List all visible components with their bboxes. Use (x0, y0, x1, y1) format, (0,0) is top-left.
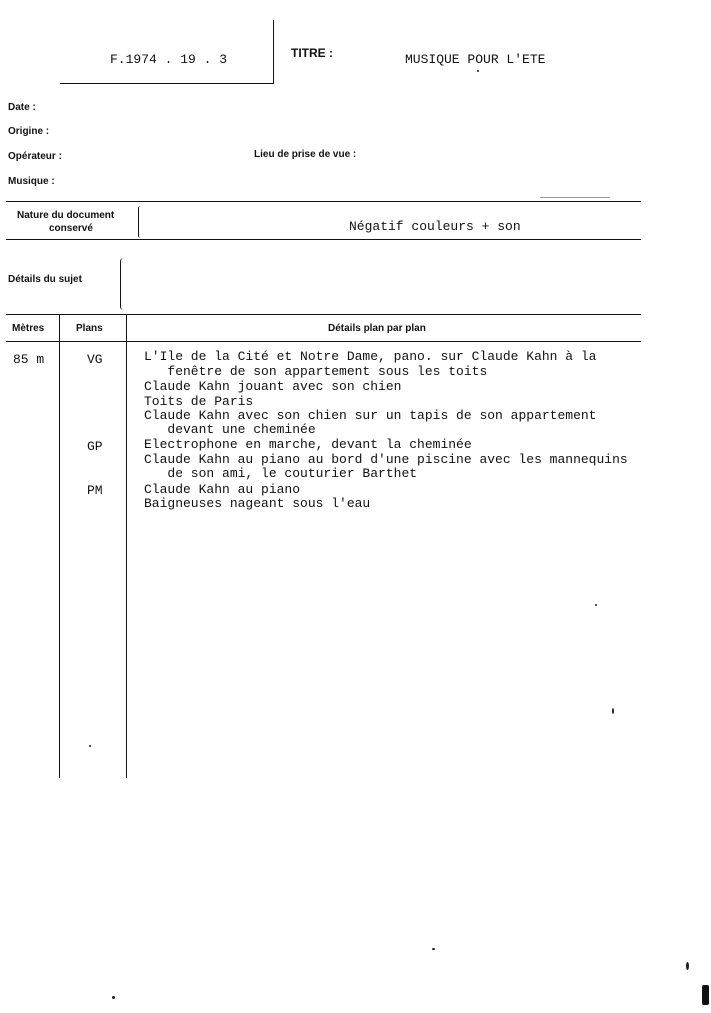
scan-speck (612, 708, 614, 714)
scan-speck (595, 604, 597, 606)
reference-number: F.1974 . 19 . 3 (110, 52, 228, 67)
printer-mark (540, 197, 610, 198)
details-brace (120, 258, 127, 310)
scan-speck (112, 996, 115, 999)
nature-label-line1: Nature du document (17, 210, 115, 221)
detail-line: fenêtre de son appartement sous les toits (144, 364, 488, 379)
nature-brace (138, 206, 143, 238)
scan-speck (89, 745, 91, 747)
nature-top-rule (6, 201, 641, 202)
origine-label: Origine : (8, 126, 50, 137)
detail-line: Claude Kahn au piano (144, 482, 301, 497)
nature-bottom-rule (6, 239, 641, 240)
plan-vg: VG (87, 352, 103, 367)
detail-line: Baigneuses nageant sous l'eau (144, 496, 371, 511)
detail-line: Claude Kahn au piano au bord d'une piscine avec les mannequins (144, 452, 628, 467)
scan-speck (477, 70, 479, 72)
col-metres-header: Mètres (12, 323, 45, 334)
plan-pm: PM (87, 483, 103, 498)
header-underline (60, 83, 274, 84)
table-top-rule (6, 314, 641, 315)
lieu-label: Lieu de prise de vue : (254, 149, 357, 160)
operateur-label: Opérateur : (8, 151, 62, 162)
titre-value: MUSIQUE POUR L'ETE (405, 52, 546, 67)
scan-speck (432, 948, 435, 950)
detail-line: Claude Kahn avec son chien sur un tapis de son appartement (144, 408, 597, 423)
header-divider (273, 20, 274, 83)
detail-line: Toits de Paris (144, 394, 254, 409)
detail-line: devant une cheminée (144, 422, 316, 437)
nature-label-line2: conservé (49, 223, 93, 234)
metres-value: 85 m (13, 352, 45, 367)
detail-line: Electrophone en marche, devant la cheminée (144, 437, 472, 452)
scan-edge-mark (702, 985, 709, 1005)
details-sujet-label: Détails du sujet (8, 274, 82, 285)
col-plans-header: Plans (76, 323, 103, 334)
table-col-rule-2 (126, 314, 127, 778)
detail-line: L'Ile de la Cité et Notre Dame, pano. sur Claude Kahn à la (144, 349, 597, 364)
col-details-header: Détails plan par plan (328, 323, 426, 334)
titre-label: TITRE : (291, 46, 333, 60)
nature-value: Négatif couleurs + son (349, 219, 521, 234)
plan-gp: GP (87, 439, 103, 454)
table-col-rule-1 (59, 314, 60, 778)
date-label: Date : (8, 102, 36, 113)
detail-line: de son ami, le couturier Barthet (144, 466, 418, 481)
detail-line: Claude Kahn jouant avec son chien (144, 379, 402, 394)
table-header-rule (6, 341, 641, 342)
scan-speck (686, 962, 689, 970)
musique-label: Musique : (8, 176, 55, 187)
